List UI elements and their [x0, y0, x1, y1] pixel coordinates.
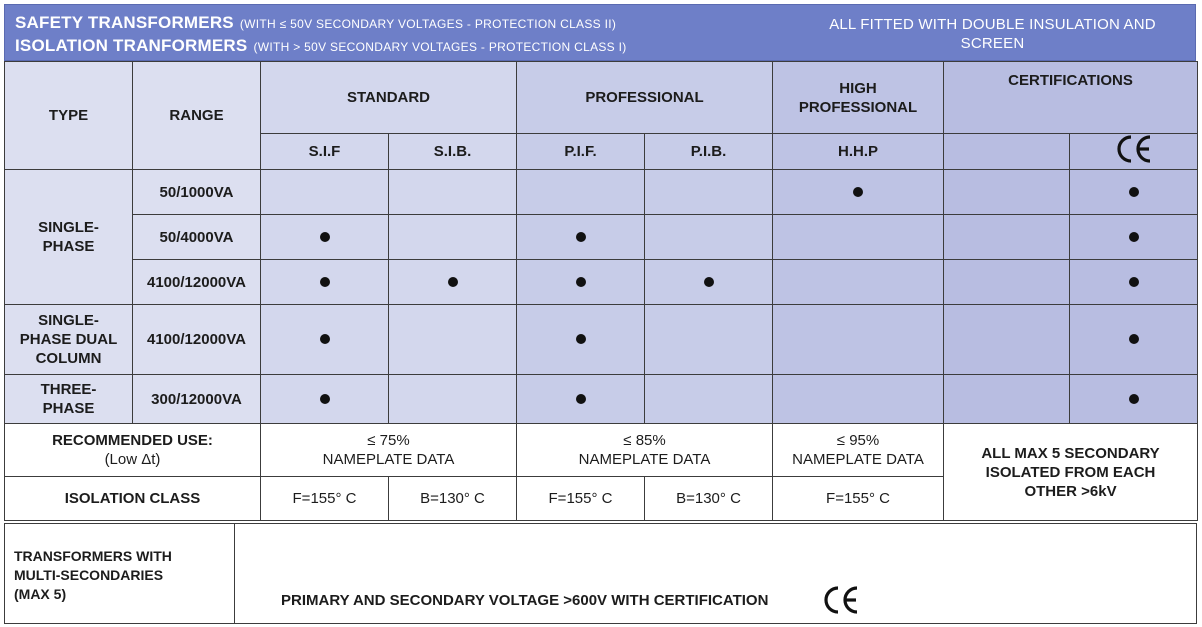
ce-mark-icon	[1114, 134, 1154, 164]
certifications-header	[944, 62, 1198, 134]
multi-secondary-label	[5, 524, 235, 623]
cell-cert-empty	[944, 305, 1070, 375]
recommended-use-title: RECOMMENDED USE:	[52, 432, 213, 449]
type-three-phase	[5, 375, 133, 424]
cell-pib	[645, 305, 773, 375]
filled-dot-icon	[576, 277, 586, 287]
high-professional-use	[773, 424, 944, 477]
cell-pib	[645, 170, 773, 215]
cell-ce	[1070, 375, 1198, 424]
standard-header: STANDARD	[261, 62, 517, 134]
header-note	[795, 15, 1190, 53]
safety-title: SAFETY TRANSFORMERS	[15, 13, 234, 32]
multi-secondary-box	[4, 523, 1197, 624]
multi-secondary-line3: (MAX 5)	[14, 586, 67, 602]
cell-hhp	[773, 305, 944, 375]
professional-use-line2: NAMEPLATE DATA	[578, 451, 711, 468]
filled-dot-icon	[576, 334, 586, 344]
filled-dot-icon	[320, 334, 330, 344]
cell-pib	[645, 260, 773, 305]
secondary-isolation-note	[944, 424, 1198, 521]
filled-dot-icon	[576, 394, 586, 404]
filled-dot-icon	[1129, 232, 1139, 242]
range-cell: 4100/12000VA	[133, 260, 261, 305]
cell-sif	[261, 260, 389, 305]
type-header: TYPE	[5, 62, 133, 170]
multi-secondary-text	[14, 547, 172, 604]
type-dual-line2: PHASE DUAL	[19, 331, 118, 348]
cell-ce	[1070, 215, 1198, 260]
iso-sif: F=155° C	[261, 477, 389, 521]
range-cell: 50/1000VA	[133, 170, 261, 215]
iso-pif: F=155° C	[517, 477, 645, 521]
header-note-line1: ALL FITTED WITH DOUBLE INSULATION AND	[829, 16, 1156, 33]
cell-hhp	[773, 375, 944, 424]
cell-sif	[261, 375, 389, 424]
range-cell: 4100/12000VA	[133, 305, 261, 375]
range-cell: 300/12000VA	[133, 375, 261, 424]
cell-sif	[261, 170, 389, 215]
cert-empty-header	[944, 134, 1070, 170]
safety-subtitle: (WITH ≤ 50V SECONDARY VOLTAGES - PROTECTION CLASS II)	[239, 17, 617, 31]
header-banner	[4, 4, 1196, 61]
filled-dot-icon	[1129, 277, 1139, 287]
type-single-phase-dual	[5, 305, 133, 375]
cell-sib	[389, 305, 517, 375]
filled-dot-icon	[704, 277, 714, 287]
note-line1: ALL MAX 5 SECONDARY	[981, 444, 1160, 462]
filled-dot-icon	[320, 277, 330, 287]
high-professional-use-line2: NAMEPLATE DATA	[792, 451, 924, 468]
sub-header-hhp: H.H.P	[773, 134, 944, 170]
filled-dot-icon	[576, 232, 586, 242]
isolation-subtitle: (WITH > 50V SECONDARY VOLTAGES - PROTECTION CLASS I)	[253, 40, 627, 54]
filled-dot-icon	[1129, 334, 1139, 344]
header-line-isolation	[15, 36, 627, 56]
cell-ce	[1070, 170, 1198, 215]
type-single-line2: PHASE	[42, 238, 95, 255]
filled-dot-icon	[1129, 394, 1139, 404]
recommended-use-label	[5, 424, 261, 477]
sub-header-pif: P.I.F.	[517, 134, 645, 170]
type-three-line1: THREE-	[40, 381, 97, 398]
cell-pib	[645, 375, 773, 424]
transformer-table	[4, 61, 1198, 521]
cell-sib	[389, 375, 517, 424]
cell-sif	[261, 215, 389, 260]
professional-header: PROFESSIONAL	[517, 62, 773, 134]
filled-dot-icon	[320, 394, 330, 404]
range-cell: 50/4000VA	[133, 215, 261, 260]
multi-secondary-line1: TRANSFORMERS WITH	[14, 548, 172, 564]
filled-dot-icon	[448, 277, 458, 287]
range-header: RANGE	[133, 62, 261, 170]
type-dual-line1: SINGLE-	[38, 312, 99, 329]
iso-pib: B=130° C	[645, 477, 773, 521]
high-professional-use-line1: ≤ 95%	[836, 432, 880, 449]
high-professional-line2: PROFESSIONAL	[798, 98, 918, 116]
high-professional-header	[773, 62, 944, 134]
cell-hhp	[773, 215, 944, 260]
header-note-line2: SCREEN	[960, 35, 1025, 52]
type-dual-line3: COLUMN	[35, 350, 102, 367]
cell-pib	[645, 215, 773, 260]
isolation-class-label: ISOLATION CLASS	[5, 477, 261, 521]
cell-sib	[389, 170, 517, 215]
cell-hhp	[773, 170, 944, 215]
type-single-line1: SINGLE-	[38, 219, 99, 236]
iso-hhp: F=155° C	[773, 477, 944, 521]
cert-ce-header	[1070, 134, 1198, 170]
cell-cert-empty	[944, 170, 1070, 215]
iso-sib: B=130° C	[389, 477, 517, 521]
note-line2: ISOLATED FROM EACH	[985, 463, 1156, 481]
type-single-phase	[5, 170, 133, 305]
multi-secondary-line2: MULTI-SECONDARIES	[14, 567, 164, 583]
certifications-label: CERTIFICATIONS	[1008, 72, 1133, 89]
sub-header-pib: P.I.B.	[645, 134, 773, 170]
professional-use-line1: ≤ 85%	[623, 432, 666, 449]
cell-sif	[261, 305, 389, 375]
cell-ce	[1070, 260, 1198, 305]
isolation-title: ISOLATION TRANFORMERS	[15, 36, 248, 55]
cell-pif	[517, 375, 645, 424]
filled-dot-icon	[1129, 187, 1139, 197]
cell-pif	[517, 170, 645, 215]
filled-dot-icon	[853, 187, 863, 197]
cell-ce	[1070, 305, 1198, 375]
cell-hhp	[773, 260, 944, 305]
cell-pif	[517, 305, 645, 375]
cell-sib	[389, 260, 517, 305]
note-line3: OTHER >6kV	[1024, 482, 1117, 500]
standard-use	[261, 424, 517, 477]
cell-pif	[517, 215, 645, 260]
voltage-certification-text: PRIMARY AND SECONDARY VOLTAGE >600V WITH CERTIFICATION	[281, 592, 769, 609]
filled-dot-icon	[320, 232, 330, 242]
sub-header-sib: S.I.B.	[389, 134, 517, 170]
professional-use	[517, 424, 773, 477]
high-professional-line1: HIGH	[839, 79, 877, 97]
cell-pif	[517, 260, 645, 305]
ce-mark-icon	[821, 585, 861, 615]
cell-cert-empty	[944, 260, 1070, 305]
type-three-line2: PHASE	[42, 400, 95, 417]
cell-cert-empty	[944, 375, 1070, 424]
cell-sib	[389, 215, 517, 260]
sub-header-sif: S.I.F	[261, 134, 389, 170]
recommended-use-sub: (Low Δt)	[104, 451, 161, 468]
standard-use-line2: NAMEPLATE DATA	[322, 451, 455, 468]
cell-cert-empty	[944, 215, 1070, 260]
header-line-safety	[15, 13, 616, 33]
standard-use-line1: ≤ 75%	[367, 432, 410, 449]
